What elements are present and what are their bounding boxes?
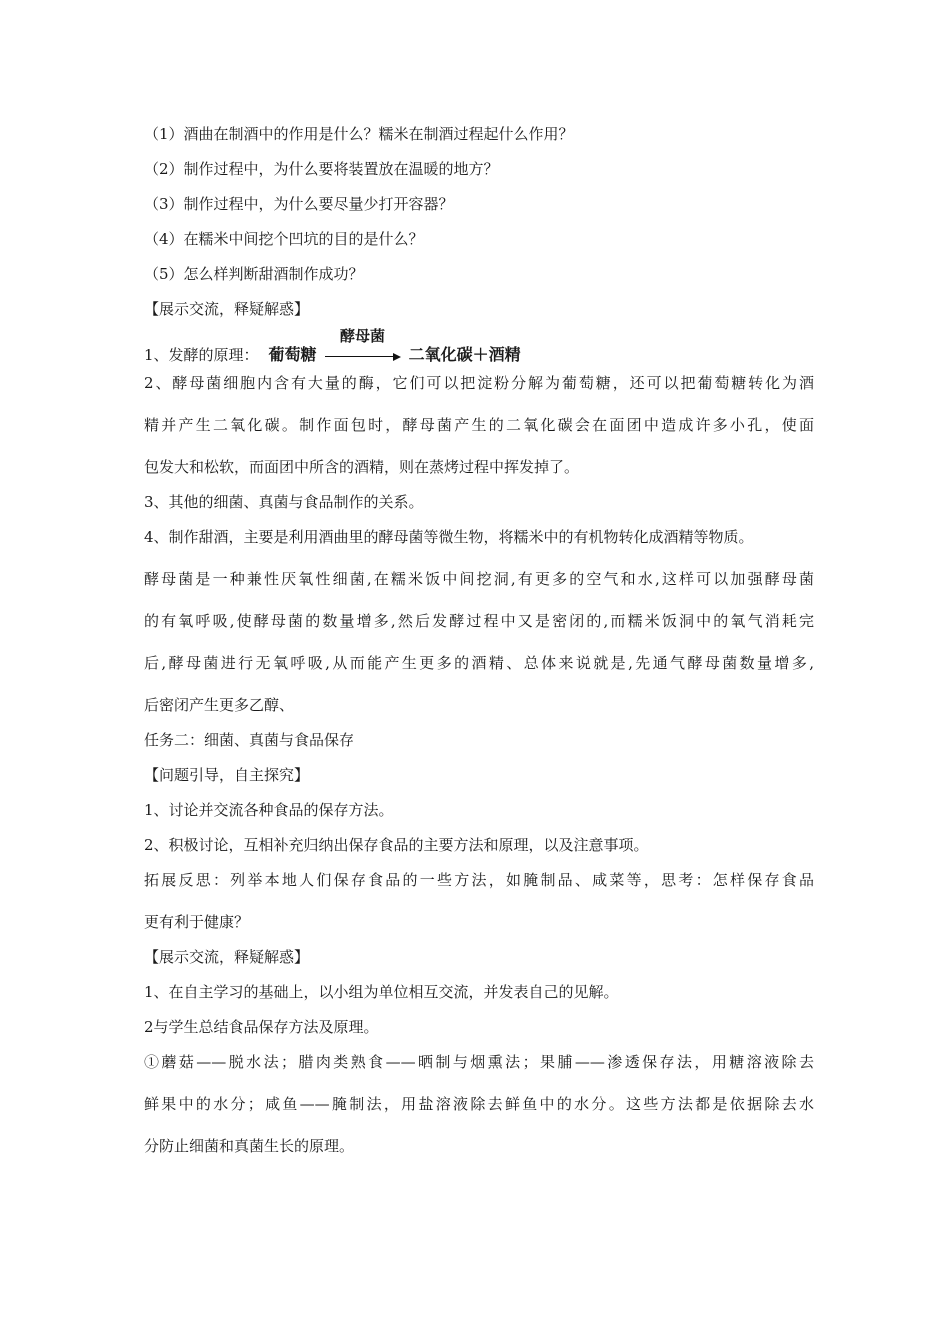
- method-line-2: 鲜果中的水分；咸鱼——腌制法，用盐溶液除去鲜鱼中的水分。这些方法都是依据除去水: [144, 1095, 814, 1113]
- task-2-item-1: 1、讨论并交流各种食品的保存方法。: [144, 801, 394, 819]
- formula-product: 二氧化碳＋酒精: [408, 345, 521, 364]
- section-2-item-2: 2与学生总结食品保存方法及原理。: [144, 1018, 379, 1036]
- arrow-head-icon: [393, 353, 401, 361]
- point-2-line-1: 2、酵母菌细胞内含有大量的酶，它们可以把淀粉分解为葡萄糖，还可以把葡萄糖转化为酒: [144, 374, 814, 392]
- formula-catalyst: 酵母菌: [340, 327, 386, 345]
- arrow-shaft: [325, 356, 395, 357]
- question-3: （3）制作过程中，为什么要尽量少打开容器？: [144, 195, 454, 213]
- point-4-line-3: 的有氧呼吸,使酵母菌的数量增多,然后发酵过程中又是密闭的,而糯米饭洞中的氧气消耗完: [144, 612, 814, 630]
- point-4-line-2: 酵母菌是一种兼性厌氧性细菌,在糯米饭中间挖洞,有更多的空气和水,这样可以加强酵母菌: [144, 570, 814, 588]
- reaction-arrow: [323, 325, 403, 365]
- question-2: （2）制作过程中，为什么要将装置放在温暖的地方？: [144, 160, 499, 178]
- section-heading-exchange: 【展示交流，释疑解惑】: [144, 300, 310, 318]
- point-3: 3、其他的细菌、真菌与食品制作的关系。: [144, 493, 424, 511]
- question-4: （4）在糯米中间挖个凹坑的目的是什么？: [144, 230, 424, 248]
- section-2-item-1: 1、在自主学习的基础上，以小组为单位相互交流，并发表自己的见解。: [144, 983, 619, 1001]
- document-body: [144, 124, 814, 1156]
- point-4-line-5: 后密闭产生更多乙醇、: [144, 696, 295, 714]
- task-2-title: 任务二：细菌、真菌与食品保存: [144, 731, 355, 749]
- formula-reactant: 葡萄糖: [268, 345, 317, 364]
- section-heading-inquiry: 【问题引导，自主探究】: [144, 766, 310, 784]
- reflection-line-1: 拓展反思：列举本地人们保存食品的一些方法，如腌制品、咸菜等，思考：怎样保存食品: [144, 871, 814, 889]
- formula-lead: 1、发酵的原理：: [144, 346, 259, 364]
- point-2-line-3: 包发大和松软，而面团中所含的酒精，则在蒸烤过程中挥发掉了。: [144, 458, 580, 476]
- point-4-line-1: 4、制作甜酒，主要是利用酒曲里的酵母菌等微生物，将糯米中的有机物转化成酒精等物质。: [144, 528, 754, 546]
- method-line-3: 分防止细菌和真菌生长的原理。: [144, 1137, 355, 1155]
- reflection-line-2: 更有利于健康？: [144, 913, 250, 931]
- point-4-line-4: 后,酵母菌进行无氧呼吸,从而能产生更多的酒精、总体来说就是,先通气酵母菌数量增多,: [144, 654, 814, 672]
- question-1: （1）酒曲在制酒中的作用是什么？糯米在制酒过程起什么作用？: [144, 125, 574, 143]
- question-5: （5）怎么样判断甜酒制作成功？: [144, 265, 364, 283]
- fermentation-formula: [144, 325, 814, 365]
- method-line-1: ①蘑菇——脱水法；腊肉类熟食——晒制与烟熏法；果脯——渗透保存法，用糖溶液除去: [144, 1053, 814, 1071]
- point-2-line-2: 精并产生二氧化碳。制作面包时，酵母菌产生的二氧化碳会在面团中造成许多小孔，使面: [144, 416, 814, 434]
- task-2-item-2: 2、积极讨论，互相补充归纳出保存食品的主要方法和原理，以及注意事项。: [144, 836, 649, 854]
- section-heading-exchange-2: 【展示交流，释疑解惑】: [144, 948, 310, 966]
